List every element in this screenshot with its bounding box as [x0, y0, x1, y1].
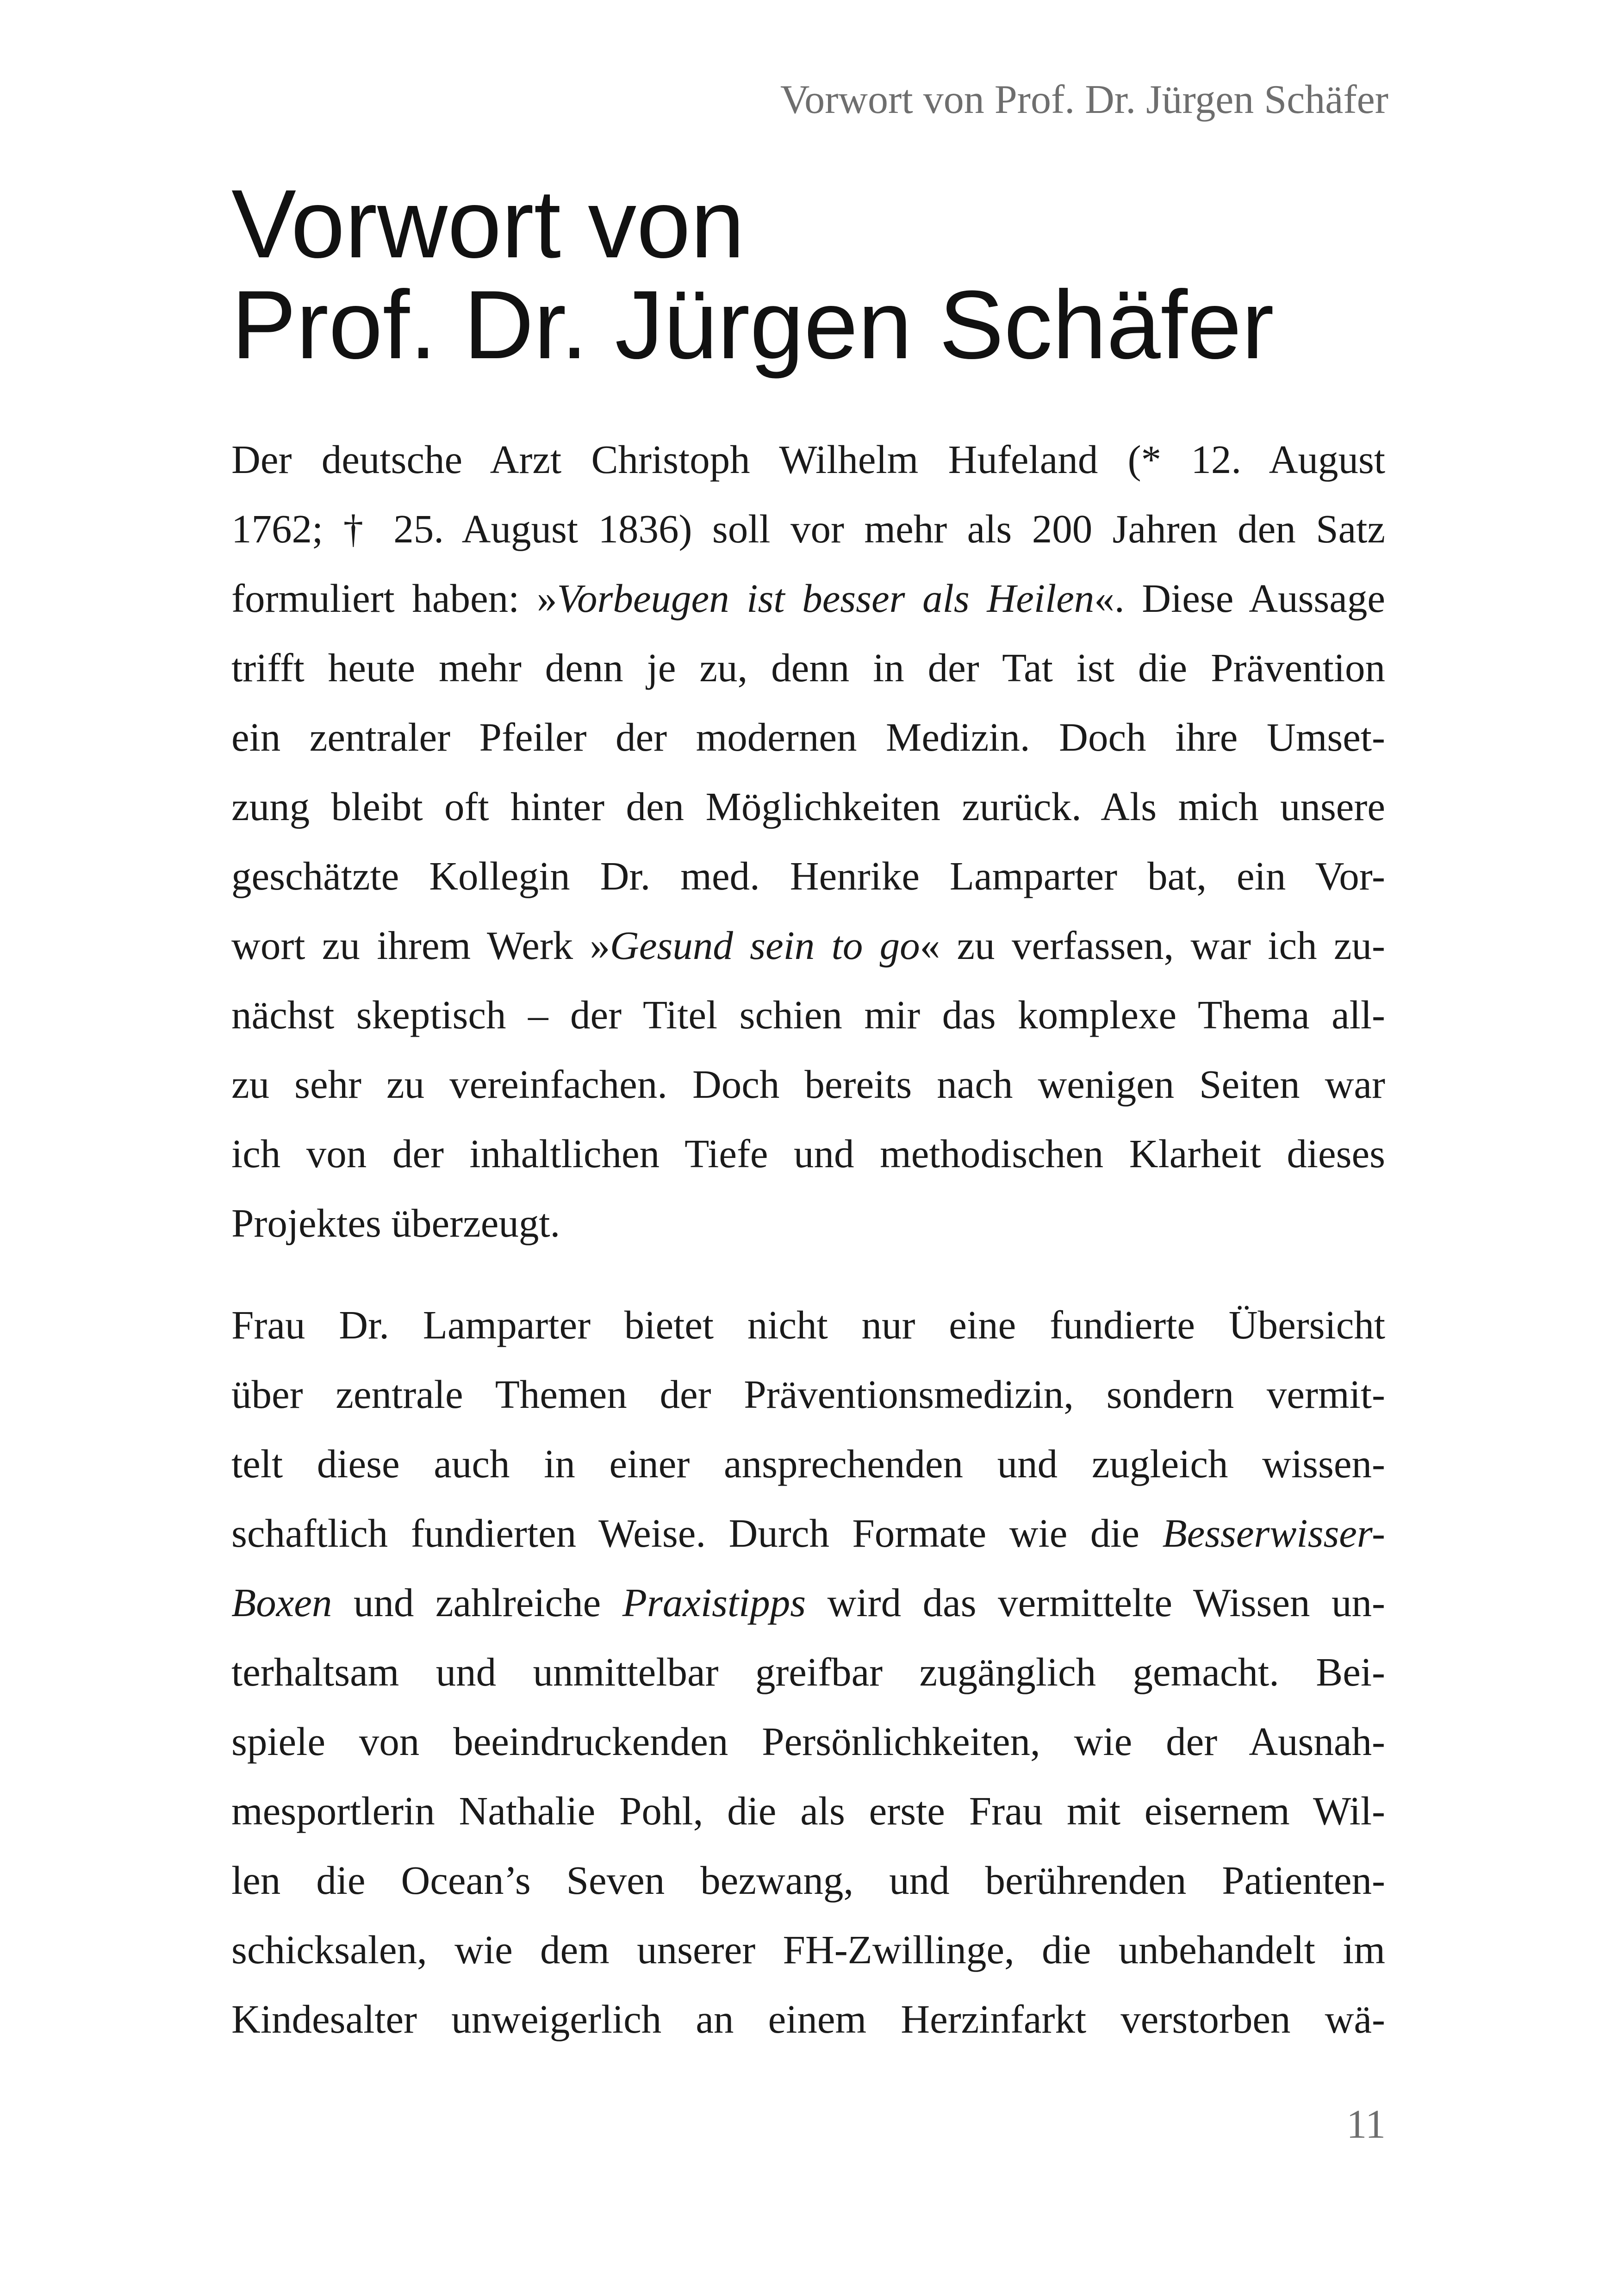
text-run: «. Diese Aussage	[1094, 576, 1386, 621]
text-line: schicksalen, wie dem unserer FH-Zwillinge, die unbehandelt im	[231, 1927, 1385, 1972]
text-line: geschätzte Kollegin Dr. med. Henrike Lamparter bat, ein Vor-	[231, 853, 1385, 898]
chapter-title-line-1: Vorwort von	[231, 169, 745, 278]
text-run: formuliert haben: »	[231, 576, 557, 621]
text-run: wird das vermittelte Wissen un-	[806, 1580, 1385, 1625]
text-line: nächst skeptisch – der Titel schien mir das komplexe Thema all-	[231, 992, 1385, 1037]
text-line: ich von der inhaltlichen Tiefe und methodischen Klarheit dieses	[231, 1131, 1385, 1176]
text-run: « zu verfassen, war ich zu-	[920, 923, 1385, 968]
body-text	[231, 425, 1385, 2054]
paragraph-1	[231, 425, 1385, 1258]
text-line	[231, 1499, 1385, 1568]
format-name: Praxistipps	[622, 1580, 806, 1625]
text-line: zu sehr zu vereinfachen. Doch bereits nach wenigen Seiten war	[231, 1062, 1385, 1107]
text-line: spiele von beeindruckenden Persönlichkeiten, wie der Ausnah-	[231, 1719, 1385, 1764]
text-line	[231, 1568, 1385, 1637]
book-title: Gesund sein to go	[610, 923, 920, 968]
running-header: Vorwort von Prof. Dr. Jürgen Schäfer	[780, 77, 1388, 122]
page-number: 11	[1346, 2102, 1386, 2147]
text-line: Der deutsche Arzt Christoph Wilhelm Hufeland (* 12. August	[231, 437, 1385, 482]
text-run: und zahlreiche	[332, 1580, 622, 1625]
text-line: 1762; † 25. August 1836) soll vor mehr als 200 Jahren den Satz	[231, 506, 1385, 551]
text-line	[231, 911, 1385, 980]
text-line: len die Ocean’s Seven bezwang, und berührenden Patienten-	[231, 1858, 1385, 1903]
text-run: wort zu ihrem Werk »	[231, 923, 610, 968]
paragraph-2	[231, 1290, 1385, 2054]
text-line: über zentrale Themen der Präventionsmedizin, sondern vermit-	[231, 1372, 1385, 1417]
text-line: Kindesalter unweigerlich an einem Herzinfarkt verstorben wä-	[231, 1997, 1385, 2041]
text-line: trifft heute mehr denn je zu, denn in der Tat ist die Prävention	[231, 645, 1385, 690]
text-line: ein zentraler Pfeiler der modernen Medizin. Doch ihre Umset-	[231, 715, 1385, 759]
chapter-title	[231, 169, 1388, 379]
text-run: schaftlich fundierten Weise. Durch Formate wie die	[231, 1511, 1163, 1556]
text-line: terhaltsam und unmittelbar greifbar zugänglich gemacht. Bei-	[231, 1649, 1385, 1694]
format-name: Boxen	[231, 1580, 332, 1625]
text-line: telt diese auch in einer ansprechenden und zugleich wissen-	[231, 1441, 1385, 1486]
text-line: Projektes überzeugt.	[231, 1201, 560, 1245]
text-line	[231, 564, 1385, 633]
format-name: Besserwisser-	[1162, 1511, 1385, 1556]
text-line: Frau Dr. Lamparter bietet nicht nur eine fundierte Übersicht	[231, 1302, 1385, 1347]
text-line: zung bleibt oft hinter den Möglichkeiten zurück. Als mich unsere	[231, 784, 1385, 829]
text-line: mesportlerin Nathalie Pohl, die als erste Frau mit eisernem Wil-	[231, 1788, 1385, 1833]
quoted-saying: Vorbeugen ist besser als Heilen	[557, 576, 1095, 621]
chapter-title-line-2: Prof. Dr. Jürgen Schäfer	[231, 270, 1274, 379]
